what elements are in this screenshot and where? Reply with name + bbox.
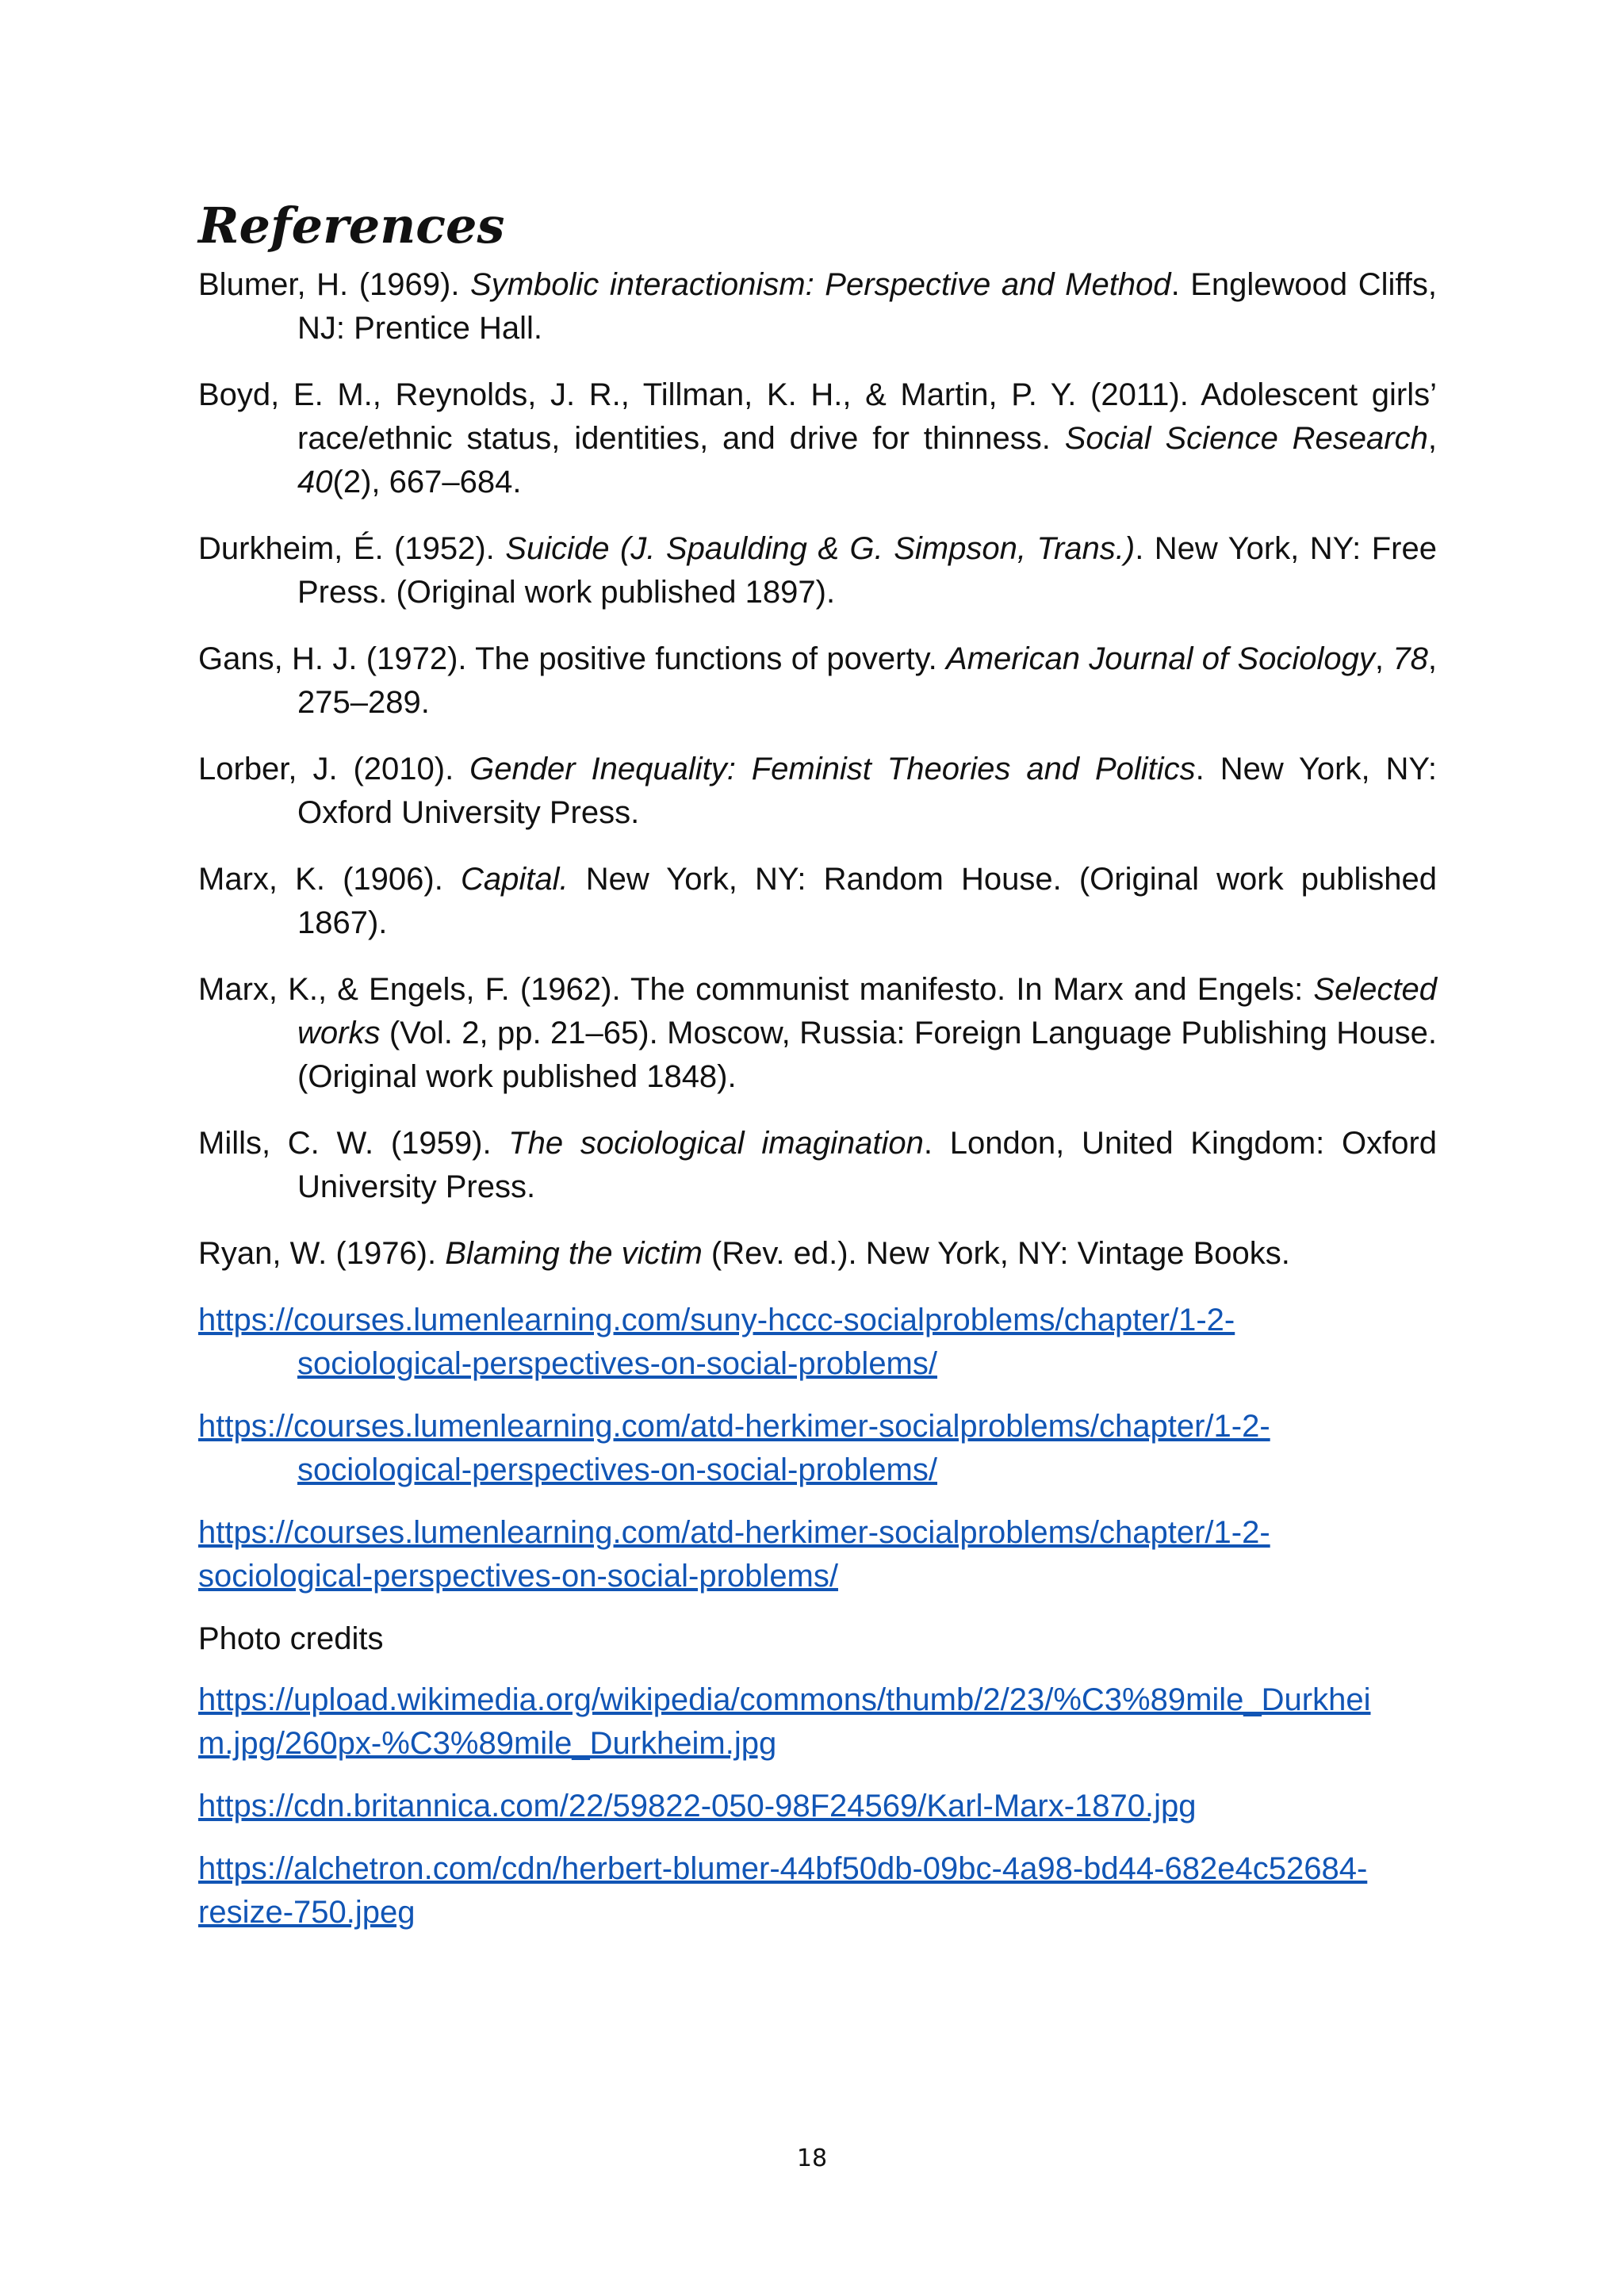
reference-entry-durkheim [198,527,1437,614]
reference-title: Suicide (J. Spaulding & G. Simpson, Trans.) [505,531,1136,566]
source-link-line[interactable]: https://courses.lumenlearning.com/atd-herkimer-socialproblems/chapter/1-2- [198,1409,1270,1444]
source-link[interactable] [198,1299,1437,1386]
reference-text: , 275–289. [297,641,1437,720]
reference-text: Blumer, H. (1969). [198,267,471,302]
reference-title: The sociological imagination [508,1126,924,1161]
reference-journal: American Journal of Sociology [946,641,1375,676]
reference-text: . London, United Kingdom: Oxford University Press. [297,1126,1438,1204]
reference-title: Capital. [460,862,569,897]
reference-volume: 78 [1392,641,1428,676]
reference-text: Boyd, E. M., Reynolds, J. R., Tillman, K. H., & Martin, P. Y. (2011). Adolescent girls’ race/ethnic status, identities, and drive for thinness. [198,377,1437,456]
source-link[interactable] [198,1405,1437,1492]
reference-text: Ryan, W. (1976). [198,1236,446,1271]
reference-entry-gans [198,637,1437,725]
reference-title: Symbolic interactionism: Perspective and Method [470,267,1171,302]
reference-text: Lorber, J. (2010). [198,752,470,786]
reference-text: Gans, H. J. (1972). The positive functions of poverty. [198,641,947,676]
reference-entry-blumer [198,263,1437,350]
source-link-line[interactable]: https://courses.lumenlearning.com/suny-hccc-socialproblems/chapter/1-2- [198,1303,1235,1337]
reference-entry-mills [198,1122,1437,1209]
photo-credit-link-line[interactable]: https://upload.wikimedia.org/wikipedia/commons/thumb/2/23/%C3%89mile_Durkhei [198,1682,1371,1717]
source-link-line[interactable]: sociological-perspectives-on-social-problems/ [198,1559,838,1594]
reference-entry-lorber [198,748,1437,835]
photo-credit-link-line[interactable]: m.jpg/260px-%C3%89mile_Durkheim.jpg [198,1726,777,1761]
reference-entry-marx-engels [198,968,1437,1099]
page-content [198,194,1437,1954]
photo-credit-link[interactable] [198,1785,1437,1828]
photo-credit-link-line[interactable]: https://alchetron.com/cdn/herbert-blumer-44bf50db-09bc-4a98-bd44-682e4c52684- [198,1851,1368,1886]
reference-entry-boyd [198,373,1437,504]
reference-text: , [1427,421,1437,456]
photo-credit-link[interactable] [198,1847,1437,1934]
reference-text: Marx, K. (1906). [198,862,461,897]
reference-text: (Vol. 2, pp. 21–65). Moscow, Russia: Foreign Language Publishing House. (Original work published 1848). [297,1016,1437,1094]
reference-journal: Social Science Research [1064,421,1428,456]
reference-text: . New York, NY: Oxford University Press. [297,752,1437,830]
reference-text: Mills, C. W. (1959). [198,1126,509,1161]
reference-text: , [1374,641,1393,676]
reference-text: (2), 667–684. [332,465,522,499]
photo-credit-link-line[interactable]: resize-750.jpeg [198,1895,416,1930]
reference-text: . Englewood Cliffs, NJ: Prentice Hall. [297,267,1438,346]
reference-title: Selected works [297,972,1437,1050]
reference-text: Marx, K., & Engels, F. (1962). The communist manifesto. In Marx and Engels: [198,972,1314,1007]
photo-credits-label: Photo credits [198,1621,384,1656]
page-title: References [198,197,505,254]
source-link-line[interactable]: sociological-perspectives-on-social-problems/ [297,1452,937,1487]
reference-text: (Rev. ed.). New York, NY: Vintage Books. [702,1236,1290,1271]
reference-entry-marx [198,858,1437,945]
reference-entry-ryan [198,1232,1437,1276]
source-link[interactable] [198,1511,1437,1598]
reference-volume: 40 [297,465,333,499]
page-number: 18 [796,2145,828,2172]
source-link-line[interactable]: sociological-perspectives-on-social-problems/ [297,1346,937,1381]
reference-text: Durkheim, É. (1952). [198,531,506,566]
reference-text: New York, NY: Random House. (Original work published 1867). [297,862,1437,940]
photo-credit-link[interactable] [198,1678,1437,1766]
source-link-line[interactable]: https://courses.lumenlearning.com/atd-herkimer-socialproblems/chapter/1-2- [198,1515,1270,1550]
reference-title: Gender Inequality: Feminist Theories and Politics [469,752,1196,786]
photo-credit-link-line[interactable]: https://cdn.britannica.com/22/59822-050-98F24569/Karl-Marx-1870.jpg [198,1789,1197,1823]
reference-title: Blaming the victim [445,1236,703,1271]
reference-text: . New York, NY: Free Press. (Original work published 1897). [297,531,1437,610]
